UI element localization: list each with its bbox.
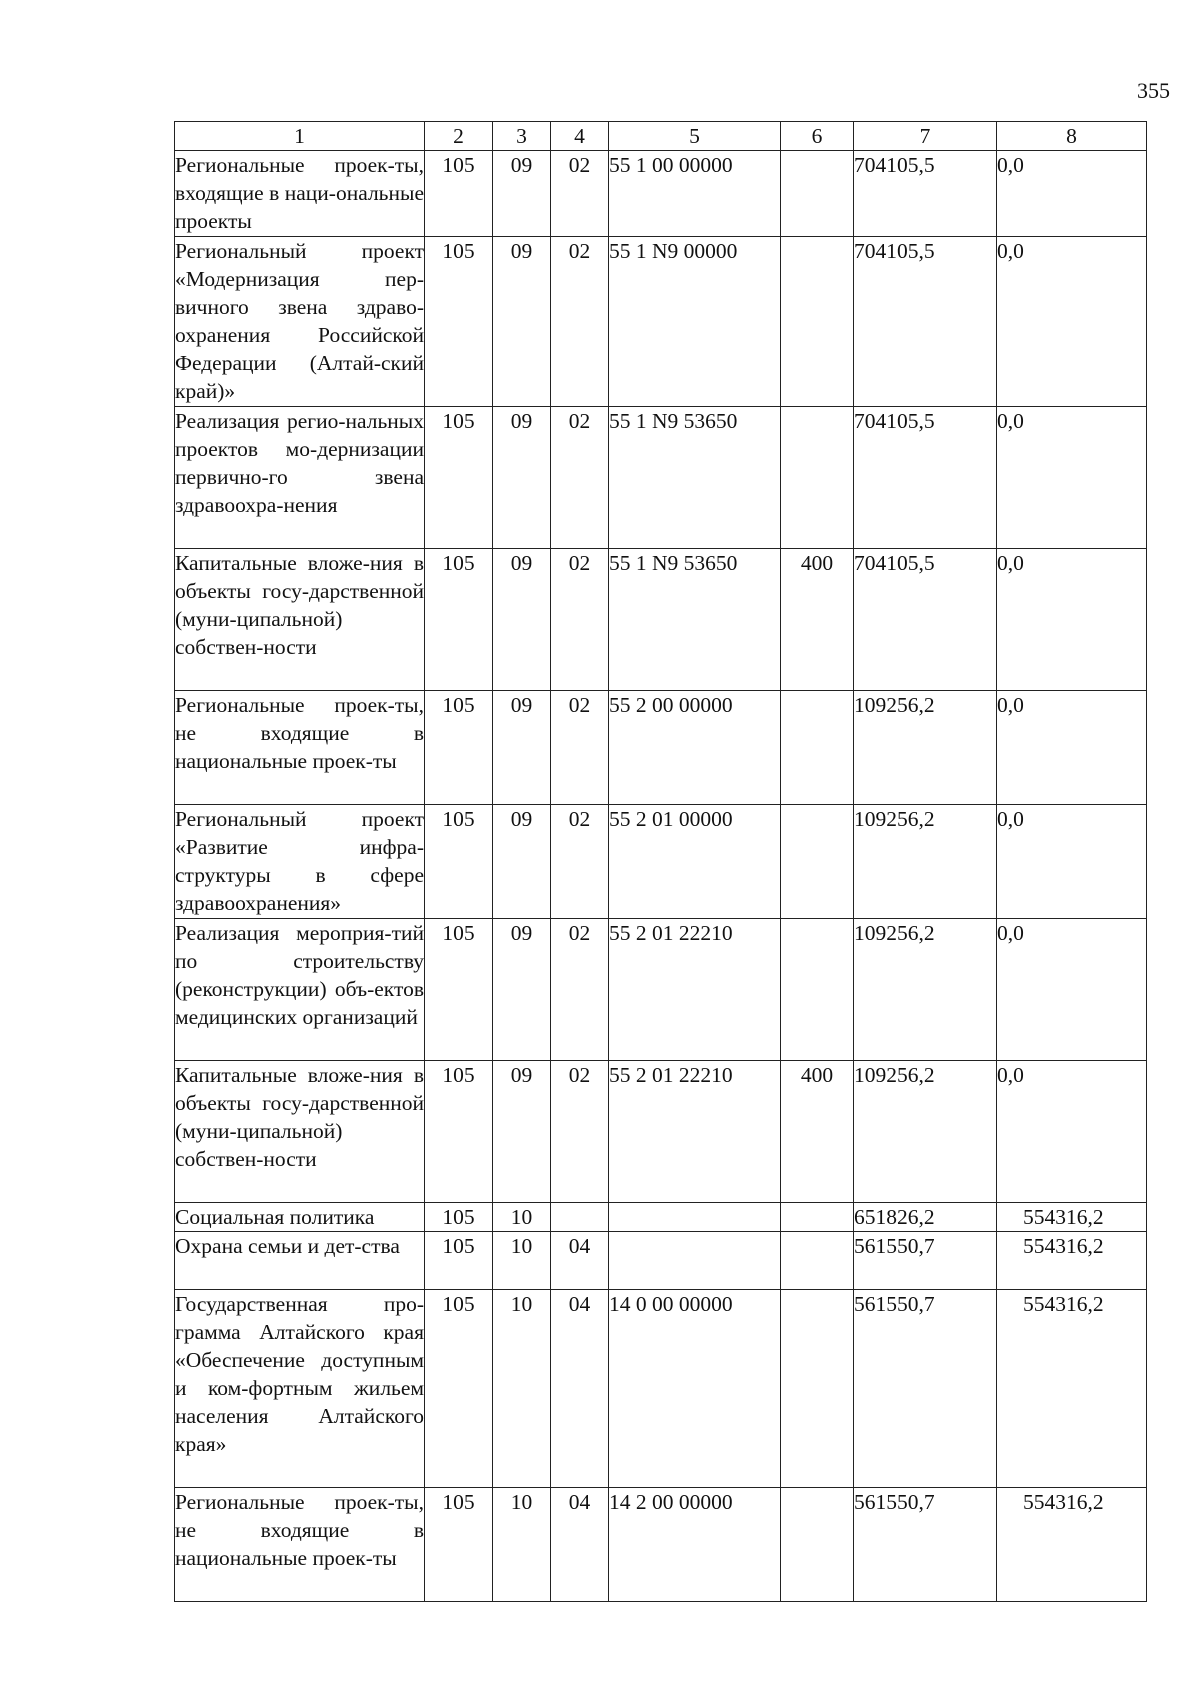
cell-expense-type	[781, 237, 854, 407]
table-row	[175, 1290, 1147, 1488]
cell-amount-7: 109256,2	[854, 691, 997, 805]
cell-amount-8: 0,0	[997, 919, 1147, 1061]
cell-amount-7: 704105,5	[854, 237, 997, 407]
cell-col3: 09	[493, 237, 551, 407]
cell-expense-type	[781, 1232, 854, 1290]
cell-col4	[551, 1203, 609, 1232]
row-name: Региональный проект «Развитие инфра-структуры в сфере здравоохранения»	[175, 805, 425, 919]
cell-col3: 09	[493, 407, 551, 549]
header-row	[175, 122, 1147, 151]
cell-target-code: 55 1 N9 00000	[609, 237, 781, 407]
cell-amount-8: 0,0	[997, 407, 1147, 549]
cell-target-code: 14 2 00 00000	[609, 1488, 781, 1602]
header-cell: 5	[609, 122, 781, 151]
header-cell: 4	[551, 122, 609, 151]
cell-col2: 105	[425, 407, 493, 549]
cell-col4: 02	[551, 237, 609, 407]
cell-target-code: 14 0 00 00000	[609, 1290, 781, 1488]
cell-col3: 09	[493, 549, 551, 691]
cell-amount-8: 554316,2	[997, 1290, 1147, 1488]
header-cell: 3	[493, 122, 551, 151]
cell-expense-type	[781, 805, 854, 919]
row-name: Охрана семьи и дет-ства	[175, 1232, 425, 1290]
cell-amount-8: 554316,2	[997, 1488, 1147, 1602]
cell-expense-type	[781, 407, 854, 549]
table-row	[175, 1232, 1147, 1290]
cell-col2: 105	[425, 805, 493, 919]
table-row	[175, 691, 1147, 805]
cell-col3: 10	[493, 1290, 551, 1488]
table-body	[175, 151, 1147, 1602]
cell-amount-8: 0,0	[997, 691, 1147, 805]
cell-col2: 105	[425, 1290, 493, 1488]
table-row	[175, 919, 1147, 1061]
cell-col4: 04	[551, 1290, 609, 1488]
cell-col4: 02	[551, 151, 609, 237]
cell-target-code: 55 2 01 22210	[609, 919, 781, 1061]
header-cell: 2	[425, 122, 493, 151]
cell-expense-type: 400	[781, 1061, 854, 1203]
cell-amount-8: 0,0	[997, 1061, 1147, 1203]
row-name: Региональный проект «Модернизация пер-вичного звена здраво-охранения Российской Федерации (Алтай-ский край)»	[175, 237, 425, 407]
header-cell: 6	[781, 122, 854, 151]
cell-expense-type	[781, 151, 854, 237]
cell-col4: 04	[551, 1232, 609, 1290]
cell-amount-7: 561550,7	[854, 1488, 997, 1602]
cell-target-code: 55 1 N9 53650	[609, 407, 781, 549]
cell-target-code: 55 2 01 00000	[609, 805, 781, 919]
cell-expense-type: 400	[781, 549, 854, 691]
row-name: Капитальные вложе-ния в объекты госу-дарственной (муни-ципальной) собствен-ности	[175, 1061, 425, 1203]
cell-col4: 02	[551, 691, 609, 805]
cell-amount-7: 561550,7	[854, 1290, 997, 1488]
row-name: Региональные проек-ты, входящие в наци-ональные проекты	[175, 151, 425, 237]
table-row	[175, 151, 1147, 237]
cell-amount-7: 704105,5	[854, 407, 997, 549]
row-name: Государственная про-грамма Алтайского края «Обеспечение доступным и ком-фортным жильем населения Алтайского края»	[175, 1290, 425, 1488]
cell-col2: 105	[425, 1488, 493, 1602]
row-name: Капитальные вложе-ния в объекты госу-дарственной (муни-ципальной) собствен-ности	[175, 549, 425, 691]
cell-col3: 09	[493, 691, 551, 805]
cell-col3: 09	[493, 805, 551, 919]
row-name: Региональные проек-ты, не входящие в национальные проек-ты	[175, 1488, 425, 1602]
cell-target-code: 55 2 01 22210	[609, 1061, 781, 1203]
table-header	[175, 122, 1147, 151]
cell-col3: 09	[493, 1061, 551, 1203]
table-row	[175, 805, 1147, 919]
cell-col2: 105	[425, 1061, 493, 1203]
cell-col2: 105	[425, 237, 493, 407]
header-cell: 7	[854, 122, 997, 151]
cell-col3: 10	[493, 1488, 551, 1602]
cell-amount-7: 561550,7	[854, 1232, 997, 1290]
cell-amount-7: 109256,2	[854, 1061, 997, 1203]
page-number: 355	[1137, 78, 1170, 103]
cell-col3: 10	[493, 1232, 551, 1290]
header-cell: 8	[997, 122, 1147, 151]
cell-target-code	[609, 1203, 781, 1232]
row-name: Социальная политика	[175, 1203, 425, 1232]
table-row	[175, 407, 1147, 549]
cell-col3: 09	[493, 151, 551, 237]
cell-col3: 09	[493, 919, 551, 1061]
cell-amount-8: 0,0	[997, 151, 1147, 237]
cell-expense-type	[781, 1488, 854, 1602]
cell-col2: 105	[425, 151, 493, 237]
cell-target-code: 55 1 N9 53650	[609, 549, 781, 691]
row-name: Реализация регио-нальных проектов мо-дернизации первично-го звена здравоохра-нения	[175, 407, 425, 549]
cell-col3: 10	[493, 1203, 551, 1232]
cell-col4: 02	[551, 407, 609, 549]
cell-amount-7: 651826,2	[854, 1203, 997, 1232]
table-row	[175, 1203, 1147, 1232]
cell-expense-type	[781, 1290, 854, 1488]
budget-table	[174, 121, 1147, 1602]
cell-col2: 105	[425, 1203, 493, 1232]
cell-col4: 02	[551, 919, 609, 1061]
row-name: Реализация мероприя-тий по строительству (реконструкции) объ-ектов медицинских организаций	[175, 919, 425, 1061]
cell-expense-type	[781, 1203, 854, 1232]
table-row	[175, 237, 1147, 407]
cell-expense-type	[781, 691, 854, 805]
table-row	[175, 1061, 1147, 1203]
cell-col4: 02	[551, 805, 609, 919]
cell-amount-8: 0,0	[997, 549, 1147, 691]
cell-col2: 105	[425, 549, 493, 691]
cell-col4: 04	[551, 1488, 609, 1602]
cell-amount-7: 704105,5	[854, 549, 997, 691]
cell-amount-7: 109256,2	[854, 805, 997, 919]
cell-amount-8: 554316,2	[997, 1203, 1147, 1232]
cell-col2: 105	[425, 1232, 493, 1290]
table-row	[175, 549, 1147, 691]
cell-amount-8: 0,0	[997, 805, 1147, 919]
cell-target-code	[609, 1232, 781, 1290]
table-row	[175, 1488, 1147, 1602]
cell-target-code: 55 2 00 00000	[609, 691, 781, 805]
cell-amount-8: 0,0	[997, 237, 1147, 407]
cell-col2: 105	[425, 691, 493, 805]
cell-amount-7: 109256,2	[854, 919, 997, 1061]
cell-target-code: 55 1 00 00000	[609, 151, 781, 237]
cell-col4: 02	[551, 549, 609, 691]
cell-expense-type	[781, 919, 854, 1061]
cell-amount-8: 554316,2	[997, 1232, 1147, 1290]
header-cell: 1	[175, 122, 425, 151]
cell-amount-7: 704105,5	[854, 151, 997, 237]
cell-col4: 02	[551, 1061, 609, 1203]
cell-col2: 105	[425, 919, 493, 1061]
row-name: Региональные проек-ты, не входящие в национальные проек-ты	[175, 691, 425, 805]
